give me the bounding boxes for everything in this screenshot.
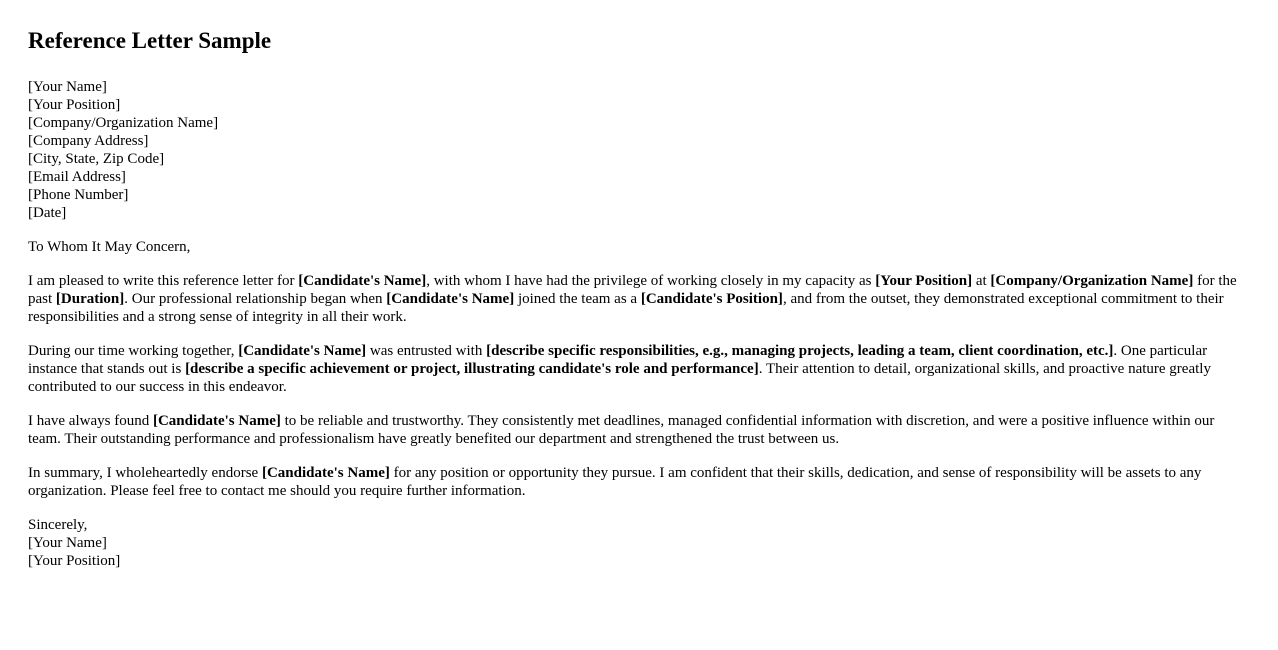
paragraph-text: for any position or opportunity they pursue. I am confident that their skills, dedication, and sense of responsibility will be assets to any organization. Please feel free to contact me should you require further information. xyxy=(28,465,1202,499)
salutation: To Whom It May Concern, xyxy=(28,239,191,255)
paragraph-text: , and from the outset, they demonstrated exceptional commitment to their responsibilities and a strong sense of integrity in all their work. xyxy=(28,291,1224,325)
body-paragraph xyxy=(28,464,1250,500)
signer-position: [Your Position] xyxy=(28,553,121,569)
paragraph-text: to be reliable and trustworthy. They consistently met deadlines, managed confidential information with discretion, and were a positive influence within our team. Their outstanding performance and professionalism have greatly benefited our department and strengthened the trust between us. xyxy=(28,413,1215,447)
sender-address: [Company Address] xyxy=(28,133,149,149)
placeholder-field: [Company/Organization Name] xyxy=(990,273,1194,289)
sender-email: [Email Address] xyxy=(28,169,126,185)
body-paragraph xyxy=(28,342,1250,396)
paragraph-text: I am pleased to write this reference letter for xyxy=(28,273,299,289)
paragraph-text: at xyxy=(972,273,991,289)
sender-phone: [Phone Number] xyxy=(28,187,129,203)
paragraph-text: . One particular instance that stands out is xyxy=(28,343,1208,377)
paragraph-text: for the past xyxy=(28,273,1237,307)
placeholder-field: [Candidate's Name] xyxy=(261,465,390,481)
paragraph-text: I have always found xyxy=(28,413,153,429)
page-title: Reference Letter Sample xyxy=(28,28,272,53)
paragraph-text: was entrusted with xyxy=(366,343,487,359)
sender-position: [Your Position] xyxy=(28,97,121,113)
placeholder-field: [describe a specific achievement or project, illustrating candidate's role and performance] xyxy=(185,361,759,377)
placeholder-field: [describe specific responsibilities, e.g., managing projects, leading a team, client coordination, etc.] xyxy=(486,343,1114,359)
sender-info xyxy=(28,78,1250,222)
placeholder-field: [Candidate's Position] xyxy=(640,291,783,307)
letter-date: [Date] xyxy=(28,205,67,221)
sender-city-state-zip: [City, State, Zip Code] xyxy=(28,151,165,167)
paragraph-text: joined the team as a xyxy=(514,291,641,307)
paragraph-text: . Our professional relationship began when xyxy=(124,291,387,307)
placeholder-field: [Candidate's Name] xyxy=(238,343,367,359)
paragraph-text: During our time working together, xyxy=(28,343,239,359)
sender-name: [Your Name] xyxy=(28,79,107,95)
letter-body xyxy=(28,272,1250,500)
paragraph-text: . Their attention to detail, organizational skills, and proactive nature greatly contributed to our success in this endeavor. xyxy=(28,361,1211,395)
sender-organization: [Company/Organization Name] xyxy=(28,115,219,131)
placeholder-field: [Duration] xyxy=(55,291,125,307)
placeholder-field: [Candidate's Name] xyxy=(152,413,281,429)
valediction: Sincerely, xyxy=(28,517,88,533)
placeholder-field: [Candidate's Name] xyxy=(386,291,515,307)
placeholder-field: [Your Position] xyxy=(875,273,973,289)
signer-name: [Your Name] xyxy=(28,535,107,551)
paragraph-text: , with whom I have had the privilege of working closely in my capacity as xyxy=(426,273,876,289)
closing xyxy=(28,516,1250,570)
paragraph-text: In summary, I wholeheartedly endorse xyxy=(28,465,262,481)
body-paragraph xyxy=(28,412,1250,448)
body-paragraph xyxy=(28,272,1250,326)
placeholder-field: [Candidate's Name] xyxy=(298,273,427,289)
